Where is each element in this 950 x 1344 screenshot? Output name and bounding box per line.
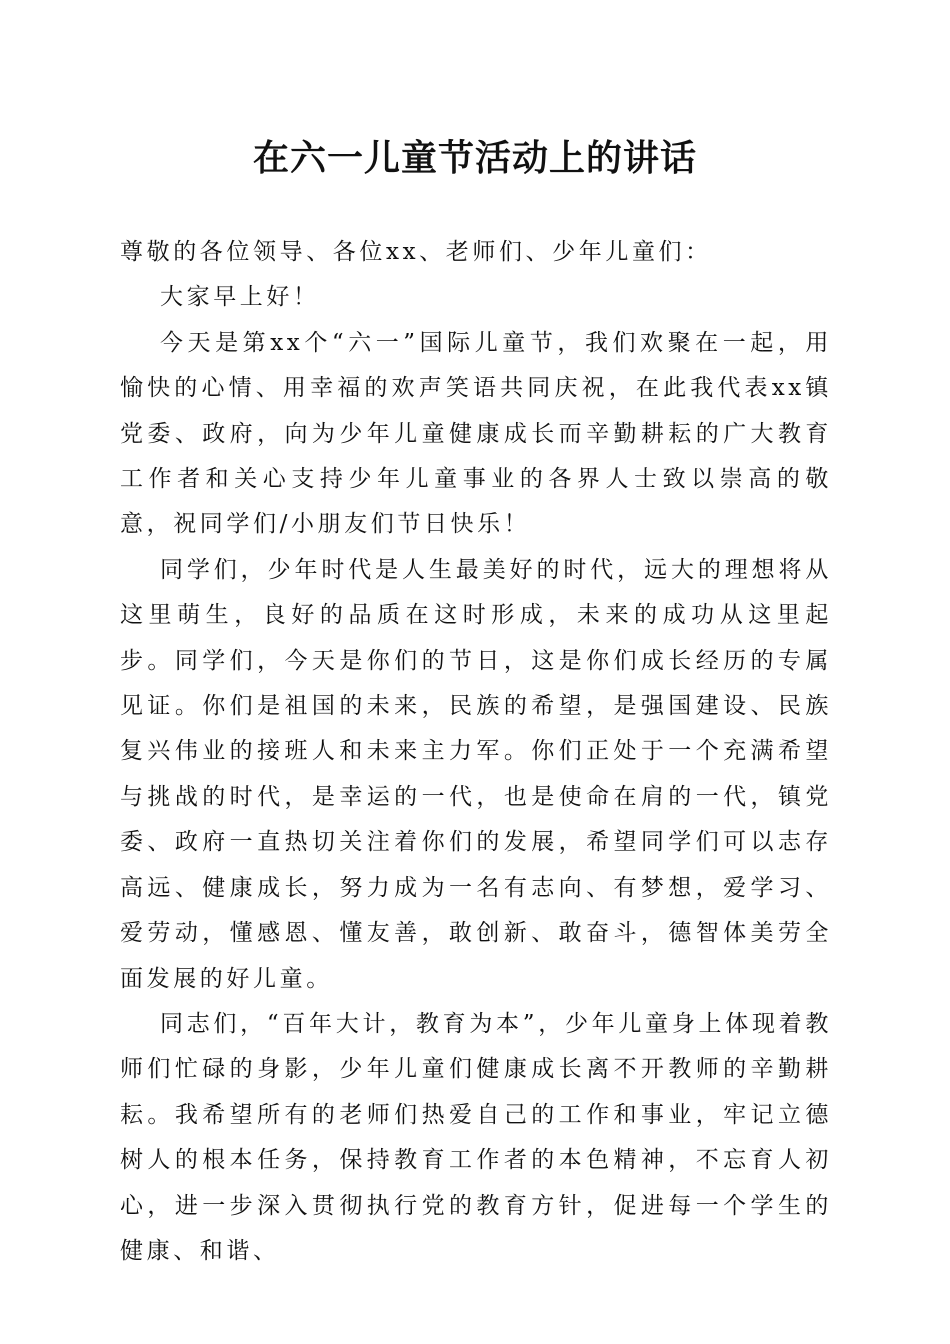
document-title: 在六一儿童节活动上的讲话 — [252, 137, 697, 179]
salutation: 尊敬的各位领导、各位xx、老师们、少年儿童们： — [120, 239, 712, 265]
paragraph-3: 同志们，“百年大计，教育为本”，少年儿童身上体现着教师们忙碌的身影，少年儿童们健康成长离不开教师的辛勤耕耘。我希望所有的老师们热爱自己的工作和事业，牢记立德树人的根本任务，保持教育工作者的本色精神，不忘育人初心，进一步深入贯彻执行党的教育方针，促进每一个学生的健康、和谐、 — [120, 1010, 832, 1264]
paragraph-2: 同学们，少年时代是人生最美好的时代，远大的理想将从这里萌生，良好的品质在这时形成，未来的成功从这里起步。同学们，今天是你们的节日，这是你们成长经历的专属见证。你们是祖国的未来，民族的希望，是强国建设、民族复兴伟业的接班人和未来主力军。你们正处于一个充满希望与挑战的时代，是幸运的一代，也是使命在肩的一代，镇党委、政府一直热切关注着你们的发展，希望同学们可以志存高远、健康成长，努力成为一名有志向、有梦想，爱学习、爱劳动，懂感恩、懂友善，敢创新、敢奋斗，德智体美劳全面发展的好儿童。 — [120, 556, 832, 992]
greeting: 大家早上好！ — [160, 284, 320, 311]
document-body — [120, 230, 832, 1274]
paragraph-1: 今天是第xx个“六一”国际儿童节，我们欢聚在一起，用愉快的心情、用幸福的欢声笑语共同庆祝，在此我代表xx镇党委、政府，向为少年儿童健康成长而辛勤耕耘的广大教育工作者和关心支持少年儿童事业的各界人士致以崇高的敬意，祝同学们/小朋友们节日快乐！ — [120, 329, 832, 538]
